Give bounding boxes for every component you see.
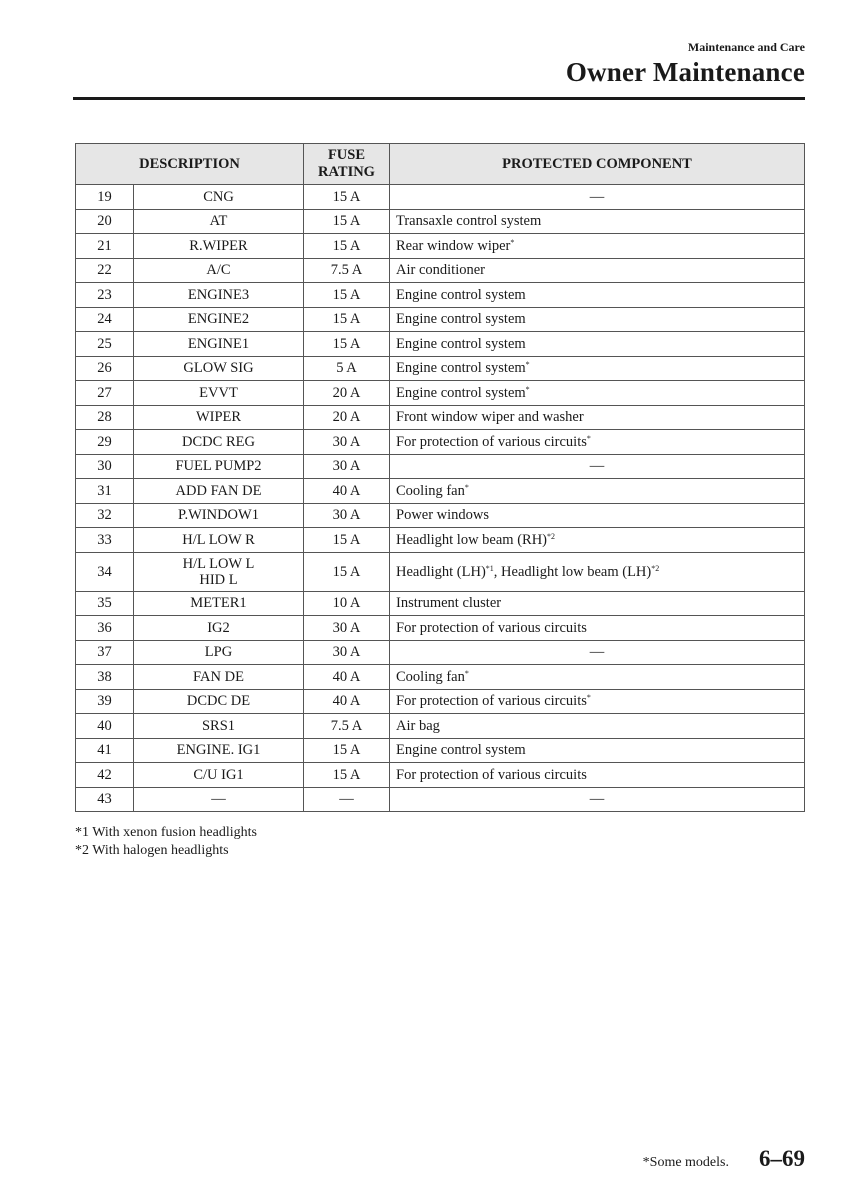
fuse-number: 24 bbox=[76, 307, 134, 332]
header-protected-component: PROTECTED COMPONENT bbox=[390, 144, 805, 185]
fuse-rating: 15 A bbox=[304, 332, 390, 357]
table-row bbox=[76, 185, 805, 210]
table-row bbox=[76, 307, 805, 332]
fuse-description bbox=[134, 234, 304, 259]
table-row bbox=[76, 738, 805, 763]
table-body bbox=[76, 185, 805, 812]
fuse-number: 31 bbox=[76, 479, 134, 504]
table-row bbox=[76, 479, 805, 504]
component-text: Air bag bbox=[396, 717, 440, 734]
description-line: H/L LOW L bbox=[182, 555, 255, 572]
table-row bbox=[76, 356, 805, 381]
protected-component bbox=[390, 640, 805, 665]
fuse-rating: 7.5 A bbox=[304, 258, 390, 283]
protected-component bbox=[390, 763, 805, 788]
component-text: Headlight (LH) bbox=[396, 563, 486, 580]
footer-note: *Some models. bbox=[642, 1155, 729, 1170]
protected-component bbox=[390, 381, 805, 406]
component-text: Engine control system bbox=[396, 742, 526, 759]
fuse-description bbox=[134, 787, 304, 812]
fuse-number: 25 bbox=[76, 332, 134, 357]
table-row bbox=[76, 405, 805, 430]
fuse-rating: 40 A bbox=[304, 665, 390, 690]
fuse-rating: 20 A bbox=[304, 381, 390, 406]
header-description: DESCRIPTION bbox=[76, 144, 304, 185]
header-fuse-line2: RATING bbox=[318, 164, 375, 180]
footnote-marker: * bbox=[464, 482, 469, 492]
description-line: GLOW SIG bbox=[183, 360, 254, 377]
fuse-description bbox=[134, 591, 304, 616]
table-row bbox=[76, 640, 805, 665]
fuse-rating: 40 A bbox=[304, 479, 390, 504]
footnote-marker: *1 bbox=[485, 563, 494, 573]
protected-component bbox=[390, 185, 805, 210]
protected-component bbox=[390, 689, 805, 714]
description-line: SRS1 bbox=[201, 717, 236, 734]
component-text: For protection of various circuits bbox=[396, 619, 587, 636]
fuse-number: 26 bbox=[76, 356, 134, 381]
footnote-marker: * bbox=[525, 360, 530, 370]
footnote-marker: * bbox=[586, 693, 591, 703]
fuse-rating: 7.5 A bbox=[304, 714, 390, 739]
fuse-number: 22 bbox=[76, 258, 134, 283]
component-text: Rear window wiper bbox=[396, 237, 511, 254]
footnote-2: *2 With halogen headlights bbox=[75, 843, 229, 858]
description-line: ENGINE2 bbox=[187, 311, 250, 328]
header-divider bbox=[73, 97, 805, 100]
component-text: Air conditioner bbox=[396, 262, 485, 279]
component-text: — bbox=[589, 644, 605, 661]
fuse-description bbox=[134, 714, 304, 739]
fuse-description bbox=[134, 258, 304, 283]
description-line: DCDC REG bbox=[182, 433, 255, 450]
section-label: Maintenance and Care bbox=[687, 40, 805, 54]
description-line: CNG bbox=[203, 188, 234, 205]
table-row bbox=[76, 381, 805, 406]
protected-component bbox=[390, 430, 805, 455]
fuse-description bbox=[134, 689, 304, 714]
description-line: IG2 bbox=[207, 619, 230, 636]
footnote-marker: *2 bbox=[651, 563, 660, 573]
table-row bbox=[76, 258, 805, 283]
table-row bbox=[76, 332, 805, 357]
component-text: Front window wiper and washer bbox=[396, 409, 584, 426]
component-text: — bbox=[589, 188, 605, 205]
protected-component bbox=[390, 356, 805, 381]
table-row bbox=[76, 787, 805, 812]
protected-component bbox=[390, 283, 805, 308]
fuse-rating: 15 A bbox=[304, 185, 390, 210]
fuse-description bbox=[134, 552, 304, 591]
fuse-description bbox=[134, 283, 304, 308]
fuse-number: 37 bbox=[76, 640, 134, 665]
footnote-marker: *2 bbox=[547, 531, 556, 541]
fuse-description bbox=[134, 185, 304, 210]
fuse-description bbox=[134, 307, 304, 332]
table-row bbox=[76, 528, 805, 553]
description-line: WIPER bbox=[195, 409, 242, 426]
table-row bbox=[76, 689, 805, 714]
protected-component bbox=[390, 258, 805, 283]
description-line: A/C bbox=[206, 262, 231, 279]
table-row bbox=[76, 430, 805, 455]
component-text: Headlight low beam (RH) bbox=[396, 531, 548, 548]
table-row bbox=[76, 209, 805, 234]
fuse-description bbox=[134, 209, 304, 234]
table-row bbox=[76, 714, 805, 739]
component-text: Transaxle control system bbox=[396, 213, 542, 230]
fuse-rating: 15 A bbox=[304, 738, 390, 763]
component-text: Engine control system bbox=[396, 286, 526, 303]
footnotes bbox=[75, 824, 257, 860]
description-line: AT bbox=[209, 213, 228, 230]
fuse-description bbox=[134, 616, 304, 641]
protected-component bbox=[390, 332, 805, 357]
fuse-rating: — bbox=[304, 787, 390, 812]
protected-component bbox=[390, 665, 805, 690]
fuse-number: 35 bbox=[76, 591, 134, 616]
table-row bbox=[76, 503, 805, 528]
table-row bbox=[76, 616, 805, 641]
component-text: Cooling fan bbox=[396, 668, 465, 685]
fuse-rating: 15 A bbox=[304, 552, 390, 591]
fuse-description bbox=[134, 332, 304, 357]
fuse-rating: 30 A bbox=[304, 503, 390, 528]
fuse-number: 33 bbox=[76, 528, 134, 553]
fuse-number: 21 bbox=[76, 234, 134, 259]
table-row bbox=[76, 234, 805, 259]
protected-component bbox=[390, 714, 805, 739]
description-line: METER1 bbox=[190, 595, 247, 612]
fuse-number: 27 bbox=[76, 381, 134, 406]
footnote-1: *1 With xenon fusion headlights bbox=[75, 825, 257, 840]
fuse-rating: 10 A bbox=[304, 591, 390, 616]
fuse-number: 36 bbox=[76, 616, 134, 641]
protected-component bbox=[390, 738, 805, 763]
fuse-number: 40 bbox=[76, 714, 134, 739]
fuse-description bbox=[134, 763, 304, 788]
fuse-number: 30 bbox=[76, 454, 134, 479]
fuse-number: 34 bbox=[76, 552, 134, 591]
fuse-description bbox=[134, 503, 304, 528]
fuse-description bbox=[134, 665, 304, 690]
component-text: — bbox=[589, 458, 605, 475]
description-line: R.WIPER bbox=[189, 237, 248, 254]
fuse-description bbox=[134, 528, 304, 553]
description-line: EVVT bbox=[199, 384, 238, 401]
fuse-rating: 15 A bbox=[304, 763, 390, 788]
component-text: For protection of various circuits bbox=[396, 693, 587, 710]
protected-component bbox=[390, 552, 805, 591]
fuse-number: 41 bbox=[76, 738, 134, 763]
fuse-number: 28 bbox=[76, 405, 134, 430]
protected-component bbox=[390, 405, 805, 430]
description-line: ENGINE1 bbox=[187, 335, 250, 352]
description-line: DCDC DE bbox=[186, 693, 251, 710]
fuse-rating: 15 A bbox=[304, 528, 390, 553]
fuse-description bbox=[134, 405, 304, 430]
component-text: Power windows bbox=[396, 507, 490, 524]
component-text: For protection of various circuits bbox=[396, 766, 587, 783]
page-title: Owner Maintenance bbox=[565, 57, 805, 87]
description-line: H/L LOW R bbox=[182, 531, 255, 548]
fuse-number: 32 bbox=[76, 503, 134, 528]
component-text: Engine control system bbox=[396, 311, 526, 328]
description-line: ADD FAN DE bbox=[175, 482, 262, 499]
fuse-number: 39 bbox=[76, 689, 134, 714]
table-header-row bbox=[76, 144, 805, 185]
protected-component bbox=[390, 307, 805, 332]
fuse-number: 38 bbox=[76, 665, 134, 690]
fuse-description bbox=[134, 738, 304, 763]
component-text: Engine control system bbox=[396, 360, 526, 377]
fuse-description bbox=[134, 640, 304, 665]
table-row bbox=[76, 591, 805, 616]
footnote-marker: * bbox=[586, 433, 591, 443]
fuse-rating: 20 A bbox=[304, 405, 390, 430]
fuse-description bbox=[134, 356, 304, 381]
table-row bbox=[76, 454, 805, 479]
header-fuse-line1: FUSE bbox=[327, 147, 366, 163]
fuse-number: 23 bbox=[76, 283, 134, 308]
fuse-description bbox=[134, 381, 304, 406]
header-fuse-rating bbox=[304, 144, 390, 185]
page-number: 6–69 bbox=[759, 1146, 805, 1171]
table-row bbox=[76, 763, 805, 788]
description-line: LPG bbox=[204, 644, 233, 661]
description-line: ENGINE. IG1 bbox=[176, 742, 261, 759]
fuse-rating: 15 A bbox=[304, 307, 390, 332]
table-row bbox=[76, 665, 805, 690]
table-row bbox=[76, 283, 805, 308]
footnote-marker: * bbox=[510, 237, 515, 247]
fuse-number: 29 bbox=[76, 430, 134, 455]
fuse-number: 20 bbox=[76, 209, 134, 234]
description-line: C/U IG1 bbox=[193, 766, 244, 783]
page-header bbox=[566, 40, 805, 88]
protected-component bbox=[390, 616, 805, 641]
description-line: FAN DE bbox=[193, 668, 244, 685]
description-line: FUEL PUMP2 bbox=[175, 458, 262, 475]
fuse-description bbox=[134, 479, 304, 504]
description-line: — bbox=[211, 791, 226, 808]
fuse-rating: 5 A bbox=[304, 356, 390, 381]
fuse-rating: 15 A bbox=[304, 209, 390, 234]
component-text: Engine control system bbox=[396, 335, 526, 352]
fuse-rating: 30 A bbox=[304, 430, 390, 455]
table-row bbox=[76, 552, 805, 591]
fuse-rating: 15 A bbox=[304, 234, 390, 259]
component-text: — bbox=[589, 791, 605, 808]
component-text: , Headlight low beam (LH) bbox=[493, 563, 652, 580]
protected-component bbox=[390, 787, 805, 812]
fuse-table bbox=[75, 143, 805, 812]
protected-component bbox=[390, 591, 805, 616]
protected-component bbox=[390, 503, 805, 528]
component-text: Instrument cluster bbox=[396, 595, 502, 612]
fuse-rating: 30 A bbox=[304, 454, 390, 479]
protected-component bbox=[390, 479, 805, 504]
fuse-number: 43 bbox=[76, 787, 134, 812]
fuse-description bbox=[134, 430, 304, 455]
fuse-rating: 30 A bbox=[304, 640, 390, 665]
page-footer bbox=[643, 1146, 805, 1172]
footnote-marker: * bbox=[464, 668, 469, 678]
fuse-rating: 30 A bbox=[304, 616, 390, 641]
protected-component bbox=[390, 234, 805, 259]
component-text: Engine control system bbox=[396, 384, 526, 401]
component-text: For protection of various circuits bbox=[396, 433, 587, 450]
fuse-rating: 15 A bbox=[304, 283, 390, 308]
fuse-number: 42 bbox=[76, 763, 134, 788]
description-line: HID L bbox=[199, 571, 238, 588]
fuse-rating: 40 A bbox=[304, 689, 390, 714]
protected-component bbox=[390, 454, 805, 479]
description-line: ENGINE3 bbox=[187, 286, 250, 303]
footnote-marker: * bbox=[525, 384, 530, 394]
fuse-description bbox=[134, 454, 304, 479]
component-text: Cooling fan bbox=[396, 482, 465, 499]
protected-component bbox=[390, 209, 805, 234]
fuse-number: 19 bbox=[76, 185, 134, 210]
protected-component bbox=[390, 528, 805, 553]
description-line: P.WINDOW1 bbox=[178, 507, 259, 524]
